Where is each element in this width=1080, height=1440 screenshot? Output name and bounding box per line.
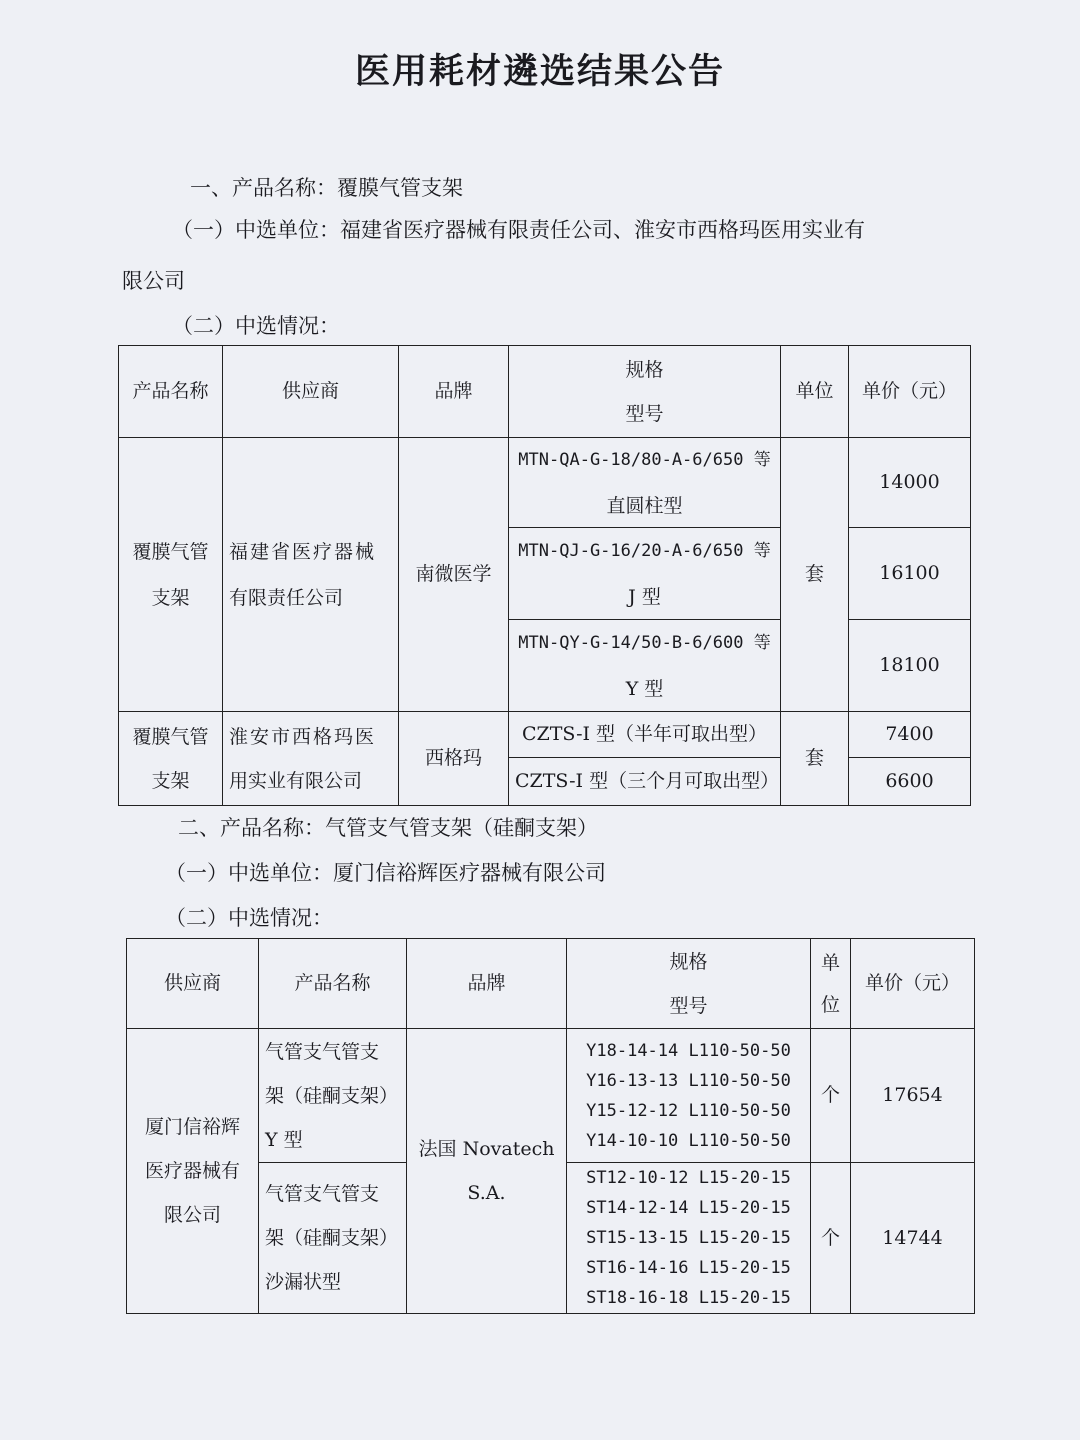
table2-header-unit-line2: 位 [820, 993, 840, 1016]
table1-header-row [119, 346, 971, 438]
table2-header-product: 产品名称 [259, 939, 407, 1029]
table1-g1-product-line1: 覆膜气管 [132, 540, 209, 563]
table2-price-0: 17654 [851, 1029, 975, 1163]
table1-g2-spec-0: CZTS-I 型（半年可取出型） [509, 712, 781, 758]
table2-header-unit-line1: 单 [820, 951, 840, 974]
table2-spec-1-2: ST15-13-15 L15-20-15 [586, 1228, 791, 1248]
table1-g1-product [119, 438, 223, 712]
table1-header-brand: 品牌 [399, 346, 509, 438]
table1-g2-supplier [223, 712, 399, 806]
table1-g1-spec-0-line1: MTN-QA-G-18/80-A-6/650 等 [518, 449, 771, 470]
table1-g1-supplier [223, 438, 399, 712]
section2-heading: 二、产品名称：气管支气管支架（硅酮支架） [178, 816, 598, 840]
table2-spec-1-4: ST18-16-18 L15-20-15 [586, 1288, 791, 1308]
section1-heading: 一、产品名称：覆膜气管支架 [190, 176, 463, 200]
table1-g2-price-1: 6600 [849, 758, 971, 806]
table1-header-supplier: 供应商 [223, 346, 399, 438]
table1-g1-price-1: 16100 [849, 528, 971, 620]
table2-brand-line1: 法国 Novatech [418, 1138, 555, 1160]
table2-header-unit [811, 939, 851, 1029]
table2-specs-1 [567, 1163, 811, 1314]
table2-spec-1-0: ST12-10-12 L15-20-15 [586, 1168, 791, 1188]
table1-g1-price-2: 18100 [849, 620, 971, 712]
table2-product-1-line3: 沙漏状型 [265, 1271, 342, 1293]
table2-header-brand: 品牌 [407, 939, 567, 1029]
table2-product-1 [259, 1163, 407, 1314]
table2-product-0 [259, 1029, 407, 1163]
table2-specs-0 [567, 1029, 811, 1163]
table2-spec-0-0: Y18-14-14 L110-50-50 [586, 1040, 791, 1061]
table-row [127, 1029, 975, 1163]
table2-supplier-line1: 厦门信裕辉 [144, 1116, 240, 1138]
table1-g2-product-line1: 覆膜气管 [132, 725, 209, 748]
table2-spec-1-3: ST16-14-16 L15-20-15 [586, 1258, 791, 1278]
section1-winners-line1: （一）中选单位：福建省医疗器械有限责任公司、淮安市西格玛医用实业有 [172, 218, 865, 242]
table1-g1-spec-0 [509, 438, 781, 528]
table2-price-1: 14744 [851, 1163, 975, 1314]
table1-g2-supplier-line1: 淮安市西格玛医 [229, 725, 377, 748]
table2-header-price: 单价（元） [851, 939, 975, 1029]
table1-g1-unit: 套 [781, 438, 849, 712]
table1-header-spec [509, 346, 781, 438]
table2-product-0-line3: Y 型 [265, 1128, 303, 1151]
section1-winners-line2: 限公司 [122, 269, 185, 293]
table2-product-1-line2: 架（硅酮支架） [265, 1227, 399, 1249]
table1-header-spec-line2: 型号 [625, 402, 664, 425]
section2-winners: （一）中选单位：厦门信裕辉医疗器械有限公司 [165, 861, 606, 885]
table2-unit-1: 个 [811, 1163, 851, 1314]
table2-header-spec [567, 939, 811, 1029]
table1-g2-price-0: 7400 [849, 712, 971, 758]
table1-g1-price-0: 14000 [849, 438, 971, 528]
table1-header-spec-line1: 规格 [625, 358, 664, 381]
table1-header-product: 产品名称 [119, 346, 223, 438]
table2-spec-0-1: Y16-13-13 L110-50-50 [586, 1070, 791, 1091]
table2-brand [407, 1029, 567, 1314]
table2-spec-0-2: Y15-12-12 L110-50-50 [586, 1100, 791, 1121]
table1-g2-product [119, 712, 223, 806]
table2 [126, 938, 975, 1314]
table1-g1-spec-2-line1: MTN-QY-G-14/50-B-6/600 等 [518, 632, 771, 653]
table2-supplier [127, 1029, 259, 1314]
table2-brand-line2: S.A. [467, 1182, 506, 1204]
table-row [119, 712, 971, 758]
table1-g2-brand: 西格玛 [399, 712, 509, 806]
table2-header-row [127, 939, 975, 1029]
table2-product-0-line1: 气管支气管支 [265, 1040, 380, 1063]
table-row [119, 438, 971, 528]
table2-header-spec-line1: 规格 [669, 950, 708, 973]
table2-supplier-line3: 限公司 [163, 1204, 221, 1226]
table2-supplier-line2: 医疗器械有 [144, 1160, 240, 1182]
table1-g2-product-line2: 支架 [151, 769, 190, 792]
table2-spec-1-1: ST14-12-14 L15-20-15 [586, 1198, 791, 1218]
page-title: 医用耗材遴选结果公告 [354, 52, 725, 92]
table1-header-price: 单价（元） [849, 346, 971, 438]
table1-header-unit: 单位 [781, 346, 849, 438]
table1 [118, 345, 971, 806]
table1-g1-spec-1 [509, 528, 781, 620]
table2-product-1-line1: 气管支气管支 [265, 1183, 380, 1205]
table1-g1-brand: 南微医学 [399, 438, 509, 712]
table1-g2-supplier-line2: 用实业有限公司 [229, 769, 363, 792]
table1-g2-unit: 套 [781, 712, 849, 806]
section1-situation: （二）中选情况： [172, 314, 340, 338]
table1-g1-supplier-line2: 有限责任公司 [229, 586, 344, 609]
table1-g1-spec-2-line2: Y 型 [625, 677, 664, 700]
table2-spec-0-3: Y14-10-10 L110-50-50 [586, 1130, 791, 1151]
table1-g1-spec-2 [509, 620, 781, 712]
table1-g1-spec-1-line2: J 型 [628, 585, 661, 608]
table2-unit-0: 个 [811, 1029, 851, 1163]
section2-situation: （二）中选情况： [165, 906, 333, 930]
table2-header-spec-line2: 型号 [669, 994, 708, 1017]
table1-g1-product-line2: 支架 [151, 586, 190, 609]
table2-header-supplier: 供应商 [127, 939, 259, 1029]
table1-g1-spec-1-line1: MTN-QJ-G-16/20-A-6/650 等 [518, 540, 771, 561]
table1-g1-spec-0-line2: 直圆柱型 [606, 494, 683, 517]
table1-g2-spec-1: CZTS-I 型（三个月可取出型） [509, 758, 781, 806]
table2-product-0-line2: 架（硅酮支架） [265, 1084, 399, 1107]
table1-g1-supplier-line1: 福建省医疗器械 [229, 540, 377, 563]
